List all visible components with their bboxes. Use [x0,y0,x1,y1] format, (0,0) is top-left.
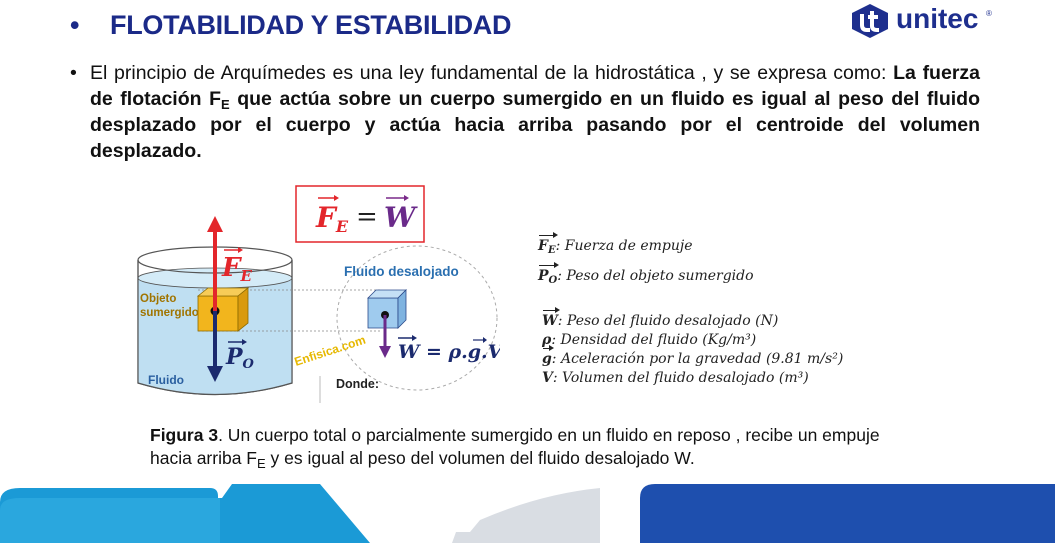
legend-v-symbol: V [542,370,553,386]
equation-fe: FE [316,201,349,236]
legend-g-text: : Aceleración por la gravedad (9.81 m/s²) [551,351,844,367]
caption-subscript: E [257,456,266,471]
unitec-hexagon-icon [848,3,892,39]
displaced-fluid-cube [368,290,406,328]
principle-bold-1: La fuerza de flotación F [90,62,980,110]
legend-row-w [542,313,778,329]
archimedes-figure [130,178,500,403]
po-label: PO [226,344,254,372]
legend-row-rho [542,332,756,348]
title-text: FLOTABILIDAD Y ESTABILIDAD [110,10,512,40]
principle-subscript: E [221,97,230,112]
legend-row-po [538,268,754,284]
legend-fe-text: : Fuerza de empuje [555,238,693,254]
legend-row-v [542,370,809,386]
legend-fe-symbol: $F_E$ [538,238,556,256]
legend-w-text: : Peso del fluido desalojado (N) [557,313,779,329]
unitec-logo [848,3,998,39]
legend-g-symbol: g [542,351,552,367]
footer-decoration [0,480,1055,543]
legend-row-fe [538,238,693,254]
figure-caption [150,424,910,470]
legend-row-g [542,351,843,367]
caption-label: Figura 3 [150,425,219,445]
title-bullet: • [70,10,80,40]
intro-paragraph [70,60,980,164]
intro-line: El principio de Arquímedes es una ley fundamental de la hidrostática , y se expresa como: [90,62,887,84]
logo-wordmark: unitec [896,3,979,34]
enfisica-watermark: Enfisica.com [292,332,368,369]
caption-text-1: . Un cuerpo total o parcialmente sumergido en un fluido en reposo , recibe un empuje hacia arriba F [150,425,880,468]
logo-registered-mark: ® [986,9,992,18]
slide-title [70,10,511,41]
legend-po-text: : Peso del objeto sumergido [557,268,754,284]
principle-bold-2: que actúa sobre un cuerpo sumergido en un fluido es igual al peso del fluido desplazado por el cuerpo y actúa hacia arriba pasando por el centroide del volumen desplazado. [90,88,980,162]
equation-w: W [384,201,416,234]
legend-v-text: : Volumen del fluido desalojado (m³) [552,370,809,386]
displaced-fluid-label: Fluido desalojado [344,264,459,279]
intro-bullet: • [70,62,77,84]
fluid-label: Fluido [148,373,184,387]
legend-po-symbol: $P_O$ [538,268,558,286]
w-formula: W = ρ.g.V [398,341,500,363]
submerged-object [198,288,248,331]
legend-rho-symbol: ρ [542,332,552,348]
legend-rho-text: : Densidad del fluido (Kg/m³) [551,332,757,348]
fe-label: FE [222,253,252,285]
equation-equals: = [356,202,378,232]
caption-text-2: y es igual al peso del volumen del fluido desalojado W. [265,448,695,468]
legend-w-symbol: W [542,313,558,329]
object-label-line1: Objeto [140,293,177,305]
donde-label: Donde: [336,377,380,391]
object-label-line2: sumergido [140,307,199,319]
